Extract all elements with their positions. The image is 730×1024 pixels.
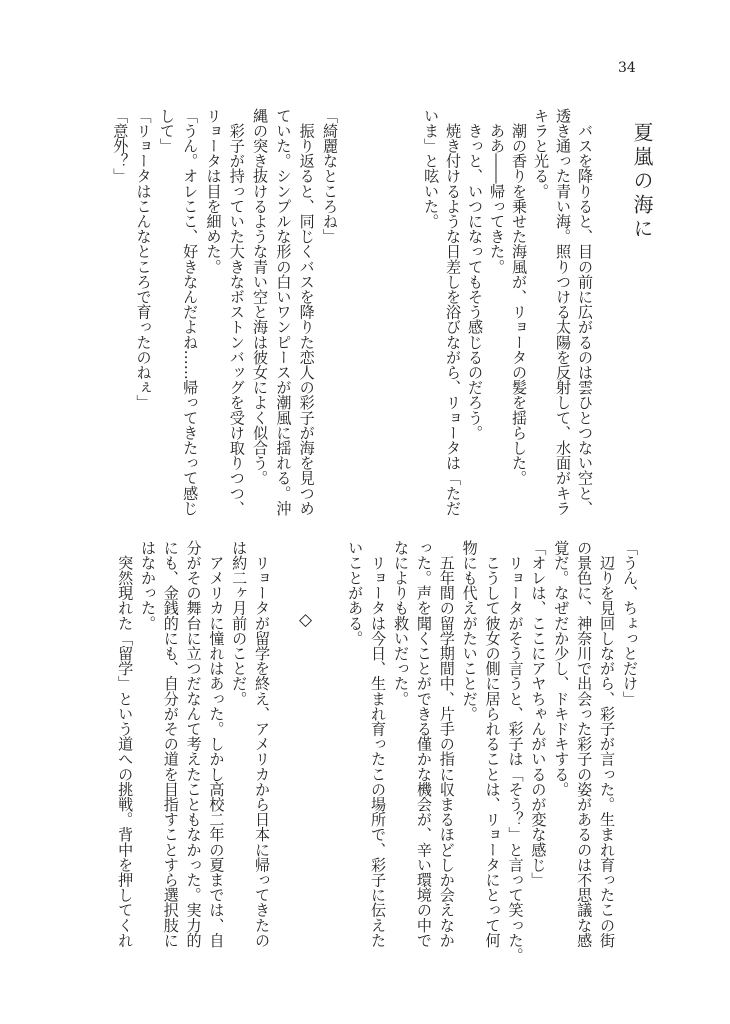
text-line: リョータは今日、生まれ育ったこの場所で、彩子に伝えた	[369, 540, 388, 948]
text-line: 分がその舞台に立つだなんて考えたこともなかった。実力的	[184, 540, 203, 948]
text-line: 「綺麗なところね」	[321, 108, 339, 244]
text-line: 「うん。オレここ、好きなんだよね……帰ってきたって感じ	[181, 108, 200, 516]
chapter-title: 夏嵐の海に	[630, 122, 654, 242]
text-line: の景色に、神奈川で出会った彩子の姿があるのは不思議な感	[575, 540, 594, 948]
text-line: 透き通った青い海。照りつける太陽を反射して、水面がキラ	[554, 108, 572, 516]
text-line: 「オレは、ここにアヤちゃんがいるのが変な感じ」	[529, 540, 548, 888]
text-line: った。声を聞くことができる僅かな機会が、辛い環境の中で	[414, 540, 433, 948]
text-line: 「うん、ちょっとだけ」	[621, 540, 639, 707]
text-line: ああ――帰ってきた。	[488, 108, 506, 275]
text-line: いことがある。	[346, 540, 365, 646]
text-line: 辺りを見回しながら、彩子が言った。生まれ育ったこの街	[598, 540, 617, 948]
text-line: リョータが留学を終え、アメリカから日本に帰ってきたの	[253, 540, 271, 948]
text-line: キラと光る。	[532, 108, 550, 199]
section-break-mark: ◇	[299, 610, 313, 630]
text-line: 物にも代えがたいことだ。	[460, 540, 479, 722]
text-line: リョータがそう言うと、彩子は「そう？」と言って笑った。	[506, 540, 525, 963]
text-line: なによりも救いだった。	[392, 540, 410, 707]
text-line: して」	[157, 108, 176, 154]
text-line: 振り返ると、同じくバスを降りた恋人の彩子が海を見つめ	[297, 108, 316, 516]
text-line: 彩子が持っていた大きなボストンバッグを受け取りつつ、	[227, 108, 246, 516]
text-line: リョータは目を細めた。	[204, 108, 223, 275]
text-line: 焼き付けるような日差しを浴びながら、リョータは「ただ	[444, 108, 462, 516]
text-line: 縄の突き抜けるような青い空と海は彼女によく似合う。	[251, 108, 270, 486]
text-line: はなかった。	[139, 540, 157, 631]
text-line: きっと、いつになってもそう感じるのだろう。	[466, 108, 484, 441]
page-number: 34	[618, 60, 636, 76]
text-line: いま」と呟いた。	[422, 108, 440, 229]
text-line: 五年間の留学期間中、片手の指に収まるほどしか会えなか	[437, 540, 456, 948]
text-line: アメリカに憧れはあった。しかし高校二年の夏までは、自	[207, 540, 226, 948]
text-line: 潮の香りを乗せた海風が、リョータの髪を揺らした。	[510, 108, 528, 486]
text-line: ていた。シンプルな形の白いワンピースが潮風に揺れる。沖	[274, 108, 293, 516]
text-line: は約二ヶ月前のことだ。	[230, 540, 249, 707]
text-line: 突然現れた「留学」という道への挑戦。背中を押してくれ	[116, 540, 135, 948]
text-line: にも、金銭的にも、自分がその道を目指すことすら選択肢に	[161, 540, 180, 948]
text-line: 覚だ。なぜだか少し、ドキドキする。	[552, 540, 571, 797]
text-line: バスを降りると、目の前に広がるのは雲ひとつない空と、	[576, 108, 594, 516]
text-line: 「リョータはこんなところで育ったのねぇ」	[134, 108, 153, 410]
text-line: こうして彼女の側に居られることは、リョータにとって何	[483, 540, 502, 948]
text-line: 「意外？」	[111, 108, 130, 184]
